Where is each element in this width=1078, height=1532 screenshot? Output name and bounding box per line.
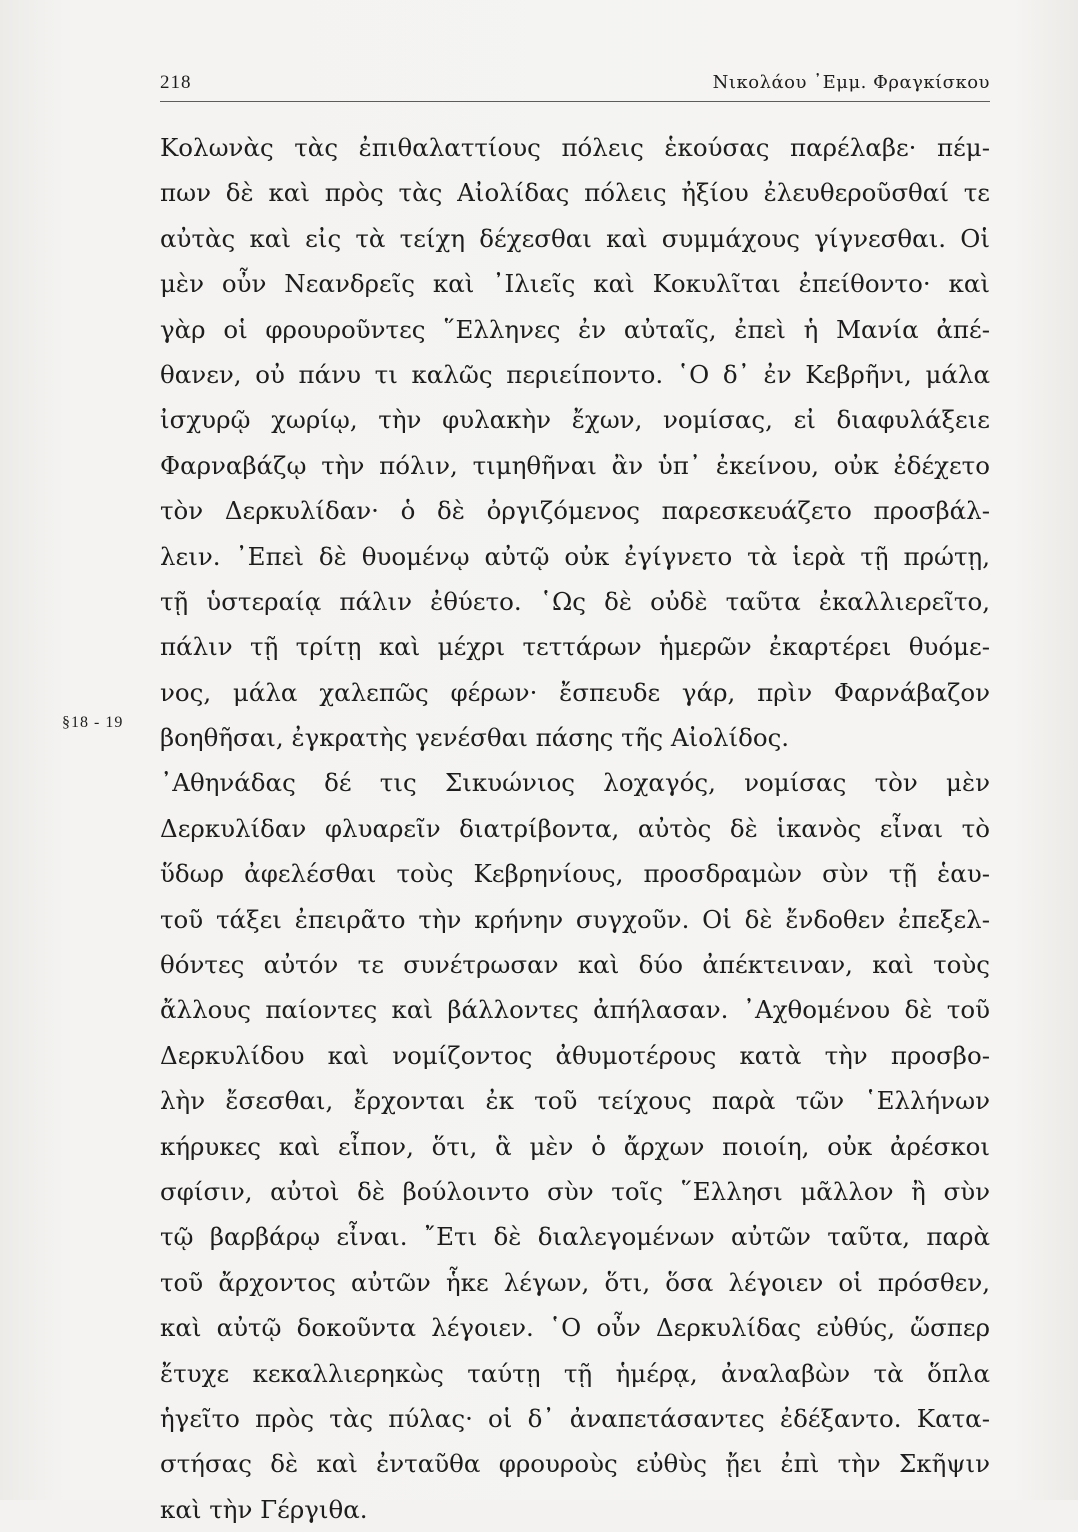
text-line: τῷ βαρβάρῳ εἶναι. ῎Ετι δὲ διαλεγομένων αὐτῶν ταῦτα, παρὰ	[160, 1222, 990, 1252]
text-line: Δερκυλίδου καὶ νομίζοντος ἀθυμοτέρους κατὰ τὴν προσβο-	[160, 1040, 990, 1070]
text-line: Κολωνὰς τὰς ἐπιθαλαττίους πόλεις ἑκούσας παρέλαβε· πέμ-	[160, 133, 990, 162]
text-line: τοῦ τάξει ἐπειρᾶτο τὴν κρήνην συγχοῦν. Οἱ δὲ ἔνδοθεν ἐπεξελ-	[160, 904, 990, 934]
text-line: ἰσχυρῷ χωρίῳ, τὴν φυλακὴν ἔχων, νομίσας, εἰ διαφυλάξειε	[160, 405, 990, 435]
text-line: Δερκυλίδαν φλυαρεῖν διατρίβοντα, αὐτὸς δὲ ἱκανὸς εἶναι τὸ	[160, 813, 990, 843]
text-line: τῇ ὑστεραίᾳ πάλιν ἐθύετο. ῾Ως δὲ οὐδὲ ταῦτα ἐκαλλιερεῖτο,	[160, 586, 990, 616]
running-head: Νικολάου ᾿Εμμ. Φραγκίσκου	[712, 72, 990, 93]
text-line: λειν. ᾿Επεὶ δὲ θυομένῳ αὐτῷ οὐκ ἐγίγνετο τὰ ἱερὰ τῇ πρώτῃ,	[160, 541, 990, 571]
text-line: Φαρναβάζῳ τὴν πόλιν, τιμηθῆναι ἂν ὑπ᾿ ἐκείνου, οὐκ ἐδέχετο	[160, 450, 990, 480]
text-line: ᾿Αθηνάδας δέ τις Σικυώνιος λοχαγός, νομίσας τὸν μὲν	[160, 768, 990, 798]
text-line: πων δὲ καὶ πρὸς τὰς Αἰολίδας πόλεις ἠξίου ἐλευθεροῦσθαί τε	[160, 178, 990, 208]
text-line: ἡγεῖτο πρὸς τὰς πύλας· οἱ δ᾿ ἀναπετάσαντες ἐδέξαντο. Κατα-	[160, 1403, 990, 1433]
text-line: καὶ αὐτῷ δοκοῦντα λέγοιεν. ῾Ο οὖν Δερκυλίδας εὐθύς, ὥσπερ	[160, 1313, 990, 1343]
margin-section-reference: §18 - 19	[62, 714, 124, 731]
body-text	[160, 125, 990, 1532]
text-line: τοῦ ἄρχοντος αὐτῶν ἧκε λέγων, ὅτι, ὅσα λέγοιεν οἱ πρόσθεν,	[160, 1267, 990, 1297]
text-line: νος, μάλα χαλεπῶς φέρων· ἔσπευδε γάρ, πρὶν Φαρνάβαζον	[160, 677, 990, 707]
header-rule	[160, 101, 990, 102]
text-line: κήρυκες καὶ εἶπον, ὅτι, ἃ μὲν ὁ ἄρχων ποιοίη, οὐκ ἀρέσκοι	[160, 1131, 990, 1161]
text-line: θόντες αὐτόν τε συνέτρωσαν καὶ δύο ἀπέκτειναν, καὶ τοὺς	[160, 950, 990, 980]
paragraph-end-line: καὶ τὴν Γέργιθα.	[160, 1494, 368, 1524]
text-line: γὰρ οἱ φρουροῦντες ῞Ελληνες ἐν αὐταῖς, ἐπεὶ ἡ Μανία ἀπέ-	[160, 314, 990, 344]
text-line: ὕδωρ ἀφελέσθαι τοὺς Κεβρηνίους, προσδραμὼν σὺν τῇ ἑαυ-	[160, 859, 990, 889]
text-line: ἔτυχε κεκαλλιερηκὼς ταύτῃ τῇ ἡμέρᾳ, ἀναλαβὼν τὰ ὅπλα	[160, 1358, 990, 1388]
text-line: μὲν οὖν Νεανδρεῖς καὶ ᾿Ιλιεῖς καὶ Κοκυλῖται ἐπείθοντο· καὶ	[160, 269, 990, 299]
page-header	[160, 62, 990, 102]
text-line: σφίσιν, αὐτοὶ δὲ βούλοιντο σὺν τοῖς ῞Ελλησι μᾶλλον ἢ σὺν	[160, 1176, 990, 1206]
text-line: πάλιν τῇ τρίτῃ καὶ μέχρι τεττάρων ἡμερῶν ἐκαρτέρει θυόμε-	[160, 632, 990, 662]
text-line: ἄλλους παίοντες καὶ βάλλοντες ἀπήλασαν. ᾿Αχθομένου δὲ τοῦ	[160, 995, 990, 1025]
text-line: λὴν ἔσεσθαι, ἔρχονται ἐκ τοῦ τείχους παρὰ τῶν ῾Ελλήνων	[160, 1086, 990, 1116]
paragraph-end-line: βοηθῆσαι, ἐγκρατὴς γενέσθαι πάσης τῆς Αἰολίδος.	[160, 723, 790, 753]
text-line: αὐτὰς καὶ εἰς τὰ τείχη δέχεσθαι καὶ συμμάχους γίγνεσθαι. Οἱ	[160, 223, 990, 253]
page-number: 218	[160, 72, 192, 93]
text-line: στήσας δὲ καὶ ἐνταῦθα φρουροὺς εὐθὺς ᾔει ἐπὶ τὴν Σκῆψιν	[160, 1449, 990, 1479]
text-line: θανεν, οὐ πάνυ τι καλῶς περιείποντο. ῾Ο δ᾿ ἐν Κεβρῆνι, μάλα	[160, 359, 990, 389]
text-line: τὸν Δερκυλίδαν· ὁ δὲ ὀργιζόμενος παρεσκευάζετο προσβάλ-	[160, 496, 990, 526]
